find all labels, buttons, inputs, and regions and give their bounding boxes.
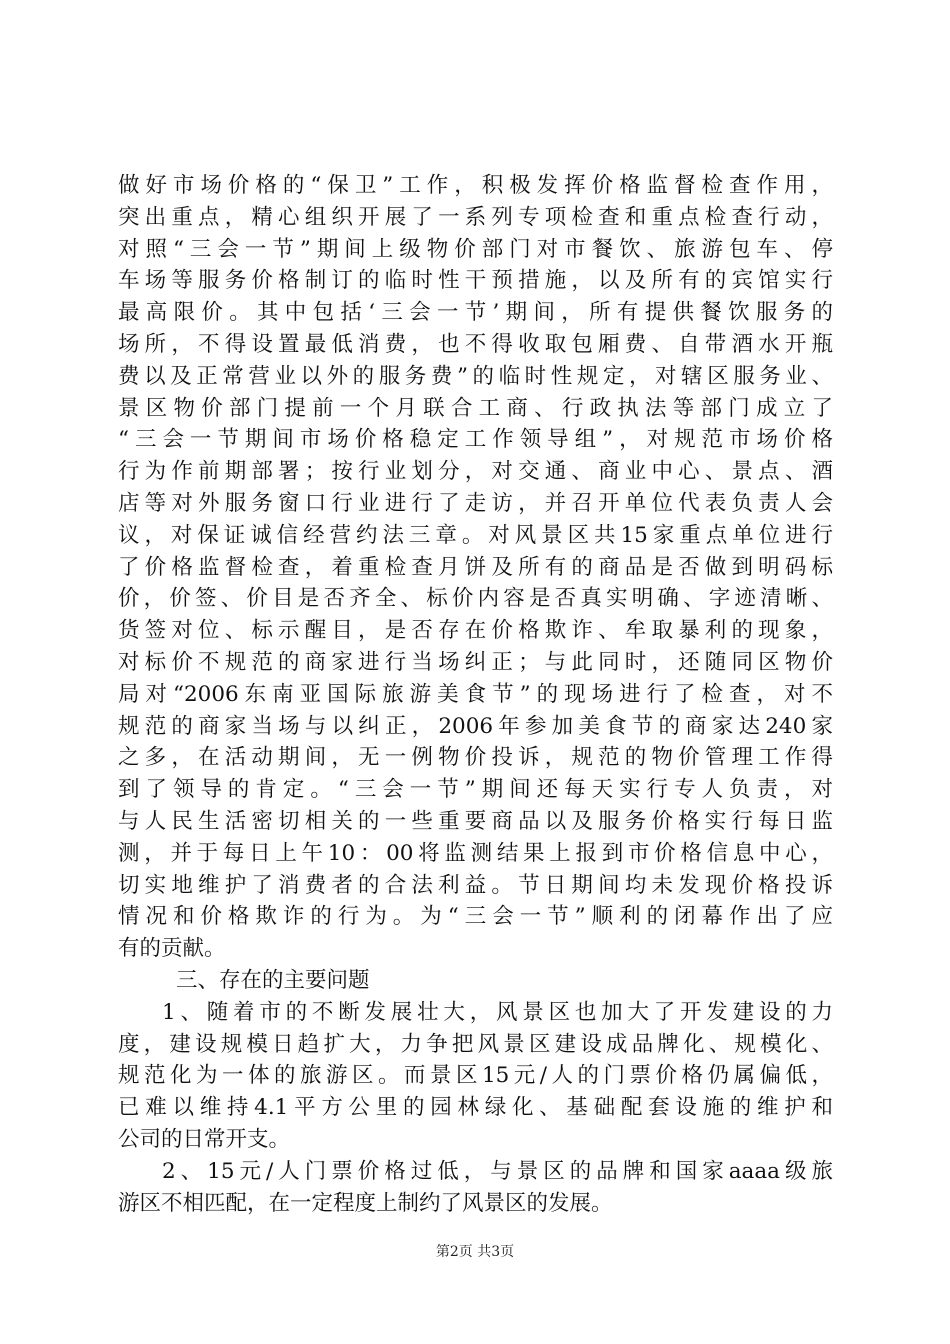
text-line: 议，对保证诚信经营约法三章。对风景区共15家重点单位进行 <box>118 522 833 548</box>
text-line: 公司的日常开支。 <box>118 1126 291 1152</box>
text-line: 行为作前期部署；按行业划分，对交通、商业中心、景点、酒 <box>118 459 833 485</box>
text-line: 车场等服务价格制订的临时性干预措施，以及所有的宾馆实行 <box>118 268 833 294</box>
text-line: 景区物价部门提前一个月联合工商、行政执法等部门成立了 <box>118 395 833 421</box>
document-body <box>118 170 833 1219</box>
text-line: 游区不相匹配，在一定程度上制约了风景区的发展。 <box>118 1190 613 1216</box>
text-line: 2、15元/人门票价格过低，与景区的品牌和国家aaaa级旅 <box>162 1158 833 1184</box>
text-line: 切实地维护了消费者的合法利益。节日期间均未发现价格投诉 <box>118 872 833 898</box>
text-line: 对标价不规范的商家进行当场纠正；与此同时，还随同区物价 <box>118 649 833 675</box>
text-line: 之多，在活动期间，无一例物价投诉，规范的物价管理工作得 <box>118 745 833 771</box>
text-line: 突出重点，精心组织开展了一系列专项检查和重点检查行动， <box>118 204 833 230</box>
text-line: 有的贡献。 <box>118 936 226 962</box>
text-line: 规范化为一体的旅游区。而景区15元/人的门票价格仍属偏低， <box>118 1063 833 1089</box>
text-line: 局对“2006东南亚国际旅游美食节”的现场进行了检查，对不 <box>118 681 833 707</box>
text-line: 1、随着市的不断发展壮大，风景区也加大了开发建设的力 <box>162 999 833 1025</box>
text-line: 测，并于每日上午10：00将监测结果上报到市价格信息中心， <box>118 840 833 866</box>
text-line: 与人民生活密切相关的一些重要商品以及服务价格实行每日监 <box>118 808 833 834</box>
text-line: 店等对外服务窗口行业进行了走访，并召开单位代表负责人会 <box>118 490 833 516</box>
text-line: 最高限价。其中包括‘三会一节’期间，所有提供餐饮服务的 <box>118 300 833 326</box>
text-line: 场所，不得设置最低消费，也不得收取包厢费、自带酒水开瓶 <box>118 331 833 357</box>
page-footer: 第2页 共3页 <box>435 1244 515 1260</box>
section-heading: 三、存在的主要问题 <box>176 967 370 993</box>
text-line: 价，价签、价目是否齐全、标价内容是否真实明确、字迹清晰、 <box>118 586 833 612</box>
text-line: 做好市场价格的“保卫”工作，积极发挥价格监督检查作用， <box>118 173 833 198</box>
text-line: 了价格监督检查，着重检查月饼及所有的商品是否做到明码标 <box>118 554 833 580</box>
text-line: 对照“三会一节”期间上级物价部门对市餐饮、旅游包车、停 <box>118 236 833 262</box>
text-line: 度，建设规模日趋扩大，力争把风景区建设成品牌化、规模化、 <box>118 1031 833 1057</box>
text-line: 规范的商家当场与以纠正，2006年参加美食节的商家达240家 <box>118 713 833 739</box>
text-line: 费以及正常营业以外的服务费”的临时性规定，对辖区服务业、 <box>118 363 833 389</box>
text-line: “三会一节期间市场价格稳定工作领导组”，对规范市场价格 <box>118 427 833 453</box>
text-line: 已难以维持4.1平方公里的园林绿化、基础配套设施的维护和 <box>118 1095 833 1121</box>
text-line: 到了领导的肯定。“三会一节”期间还每天实行专人负责，对 <box>118 777 833 803</box>
text-line: 货签对位、标示醒目，是否存在价格欺诈、牟取暴利的现象， <box>118 618 833 644</box>
text-line: 情况和价格欺诈的行为。为“三会一节”顺利的闭幕作出了应 <box>118 904 833 930</box>
